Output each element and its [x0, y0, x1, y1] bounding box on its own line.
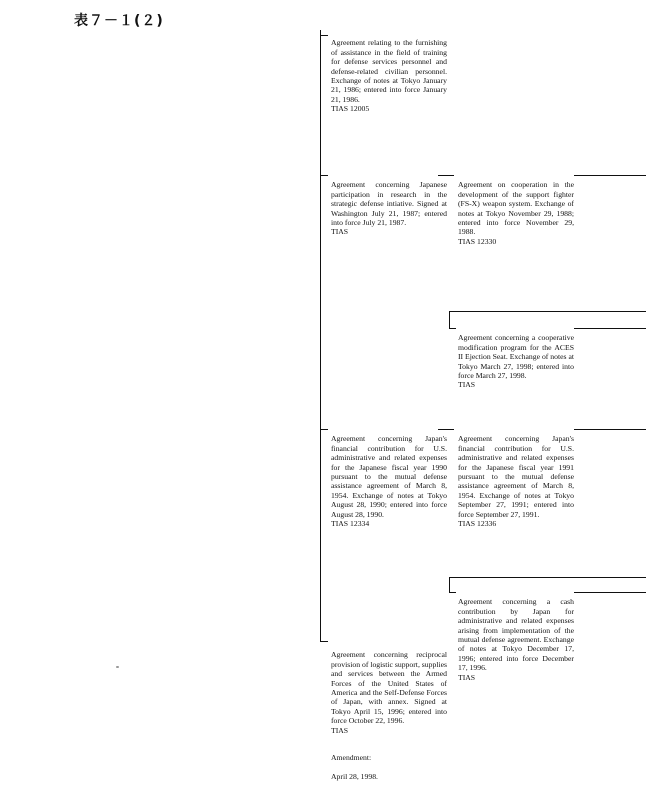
- column-2-spine: [449, 577, 450, 593]
- continuation-line: [574, 592, 646, 593]
- entry-citation: TIAS 12334: [331, 519, 370, 529]
- page-title: 表７－１(２): [74, 13, 164, 29]
- continuation-line: [574, 175, 646, 176]
- entry-text: Agreement concerning Japan's financial contribution for U.S. administrative and related expenses for the Japanese fiscal year 1990 pursuant to the mutual defense assistance agreement of March 8, 1954. Exchange of notes at Tokyo August 28, 1990; entered into force August 28, 1990.: [331, 434, 447, 519]
- column-1-spine: [320, 30, 321, 642]
- entry-citation: TIAS: [458, 380, 476, 390]
- column-2-branch: [449, 577, 646, 578]
- treaty-entry: [458, 425, 574, 538]
- scan-speck: [116, 666, 119, 668]
- treaty-entry: [331, 171, 447, 246]
- column-1-branch: [320, 35, 328, 36]
- column-2-branch: [449, 328, 456, 329]
- entry-citation: TIAS 12336: [458, 519, 497, 529]
- column-1-branch: [320, 175, 328, 176]
- column-1-branch: [320, 641, 328, 642]
- column-2-spine: [449, 311, 450, 329]
- treaty-entry: [458, 324, 574, 399]
- entry-text: Agreement concerning Japanese participation in research in the strategic defense intiative. Signed at Washington July 21, 1987; entered into force July 21, 1987.: [331, 180, 447, 228]
- treaty-entry: [331, 29, 447, 123]
- entry-citation: TIAS 12005: [331, 104, 370, 114]
- treaty-entry: [331, 425, 447, 538]
- entry-citation: TIAS: [458, 672, 476, 682]
- entry-text: Agreement on cooperation in the development of the support fighter (FS-X) weapon system. Exchange of notes at Tokyo November 29, 1988; entered into force November 29, 1988.: [458, 180, 574, 237]
- continuation-line: [574, 328, 646, 329]
- treaty-entry: [458, 588, 574, 691]
- entry-text: Agreement concerning a cooperative modification program for the ACES II Ejection Seat. Exchange of notes at Tokyo March 27, 1998; entered into force March 27, 1998.: [458, 333, 574, 381]
- continuation-line: [574, 429, 646, 430]
- entry-citation: TIAS: [331, 227, 349, 237]
- treaty-entry: [331, 641, 447, 791]
- column-1-branch: [320, 429, 328, 430]
- column-2-branch: [449, 592, 456, 593]
- entry-citation: TIAS: [331, 725, 349, 735]
- entry-citation: TIAS 12330: [458, 236, 497, 246]
- treaty-entry: [458, 171, 574, 256]
- entry-text: Agreement concerning a cash contribution by Japan for administrative and related expenses arising from implementation of the mutual defense agreement. Exchange of notes at Tokyo December 17, 1996; entered into force December 17, 1996.: [458, 597, 574, 673]
- entry-text: Agreement concerning reciprocal provision of logistic support, supplies and services between the Armed Forces of the United States of America and the Self-Defense Forces of Japan, with annex. Signed at Tokyo April 15, 1996; entered into force October 22, 1996.: [331, 650, 447, 726]
- amendment-label: Amendment:: [331, 753, 372, 763]
- entry-text: Agreement concerning Japan's financial contribution for U.S. administrative and related expenses for the Japanese fiscal year 1991 pursuant to the mutual defense assistance agreement of March 8, 1954. Exchange of notes at Tokyo September 27, 1991; entered into force September 27, 1991.: [458, 434, 574, 519]
- amendment-date: April 28, 1998.: [331, 772, 378, 782]
- entry-text: Agreement relating to the furnishing of assistance in the field of training for defense services personnel and defense-related civilian personnel. Exchange of notes at Tokyo January 21, 1986; entered into force January 21, 1986.: [331, 38, 447, 104]
- column-2-branch: [449, 311, 646, 312]
